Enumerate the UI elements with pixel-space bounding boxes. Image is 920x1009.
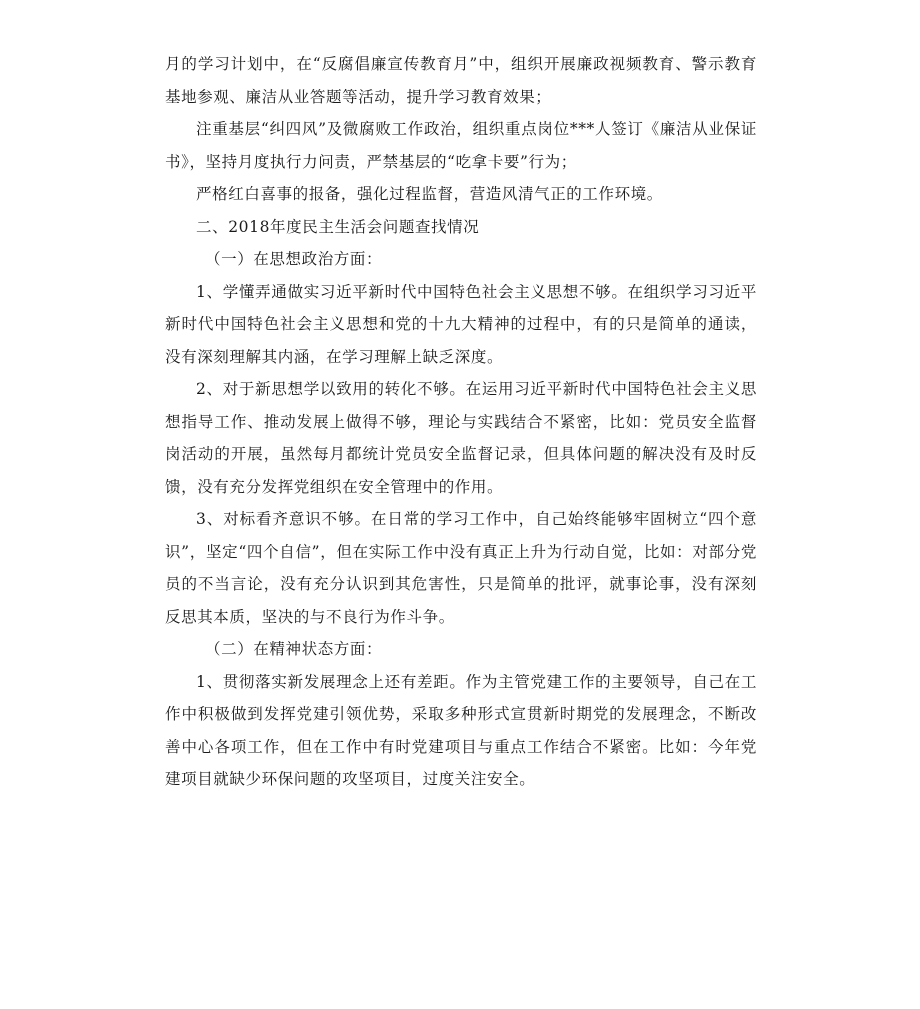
paragraph: 1、学懂弄通做实习近平新时代中国特色社会主义思想不够。在组织学习习近平新时代中国特色社会主义思想和党的十九大精神的过程中，有的只是简单的通读，没有深刻理解其内涵，在学习理解上缺乏深度。 <box>165 282 757 366</box>
paragraph: 1、贯彻落实新发展理念上还有差距。作为主管党建工作的主要领导，自己在工作中积极做到发挥党建引领优势，采取多种形式宣贯新时期党的发展理念，不断改善中心各项工作，但在工作中有时党建项目与重点工作结合不紧密。比如：今年党建项目就缺少环保问题的攻坚项目，过度关注安全。 <box>165 672 757 788</box>
subsection-heading: （二）在精神状态方面： <box>205 640 383 658</box>
section-heading: 二、2018年度民主生活会问题查找情况 <box>196 217 480 236</box>
paragraph: 2、对于新思想学以致用的转化不够。在运用习近平新时代中国特色社会主义思想指导工作、推动发展上做得不够，理论与实践结合不紧密，比如：党员安全监督岗活动的开展，虽然每月都统计党员安全监督记录，但具体问题的解决没有及时反馈，没有充分发挥党组织在安全管理中的作用。 <box>165 380 757 496</box>
paragraph: 注重基层“纠四风”及微腐败工作政治，组织重点岗位***人签订《廉洁从业保证书》，坚持月度执行力问责，严禁基层的“吃拿卡要”行为； <box>165 120 757 171</box>
paragraph: 严格红白喜事的报备，强化过程监督，营造风清气正的工作环境。 <box>196 185 663 203</box>
subsection-heading: （一）在思想政治方面： <box>205 250 383 268</box>
paragraph: 3、对标看齐意识不够。在日常的学习工作中，自己始终能够牢固树立“四个意识”，坚定“四个自信”，但在实际工作中没有真正上升为行动自觉，比如：对部分党员的不当言论，没有充分认识到其危害性，只是简单的批评，就事论事，没有深刻反思其本质，坚决的与不良行为作斗争。 <box>165 510 757 626</box>
document-body <box>165 48 757 796</box>
paragraph: 月的学习计划中，在“反腐倡廉宣传教育月”中，组织开展廉政视频教育、警示教育基地参观、廉洁从业答题等活动，提升学习教育效果； <box>165 55 757 106</box>
